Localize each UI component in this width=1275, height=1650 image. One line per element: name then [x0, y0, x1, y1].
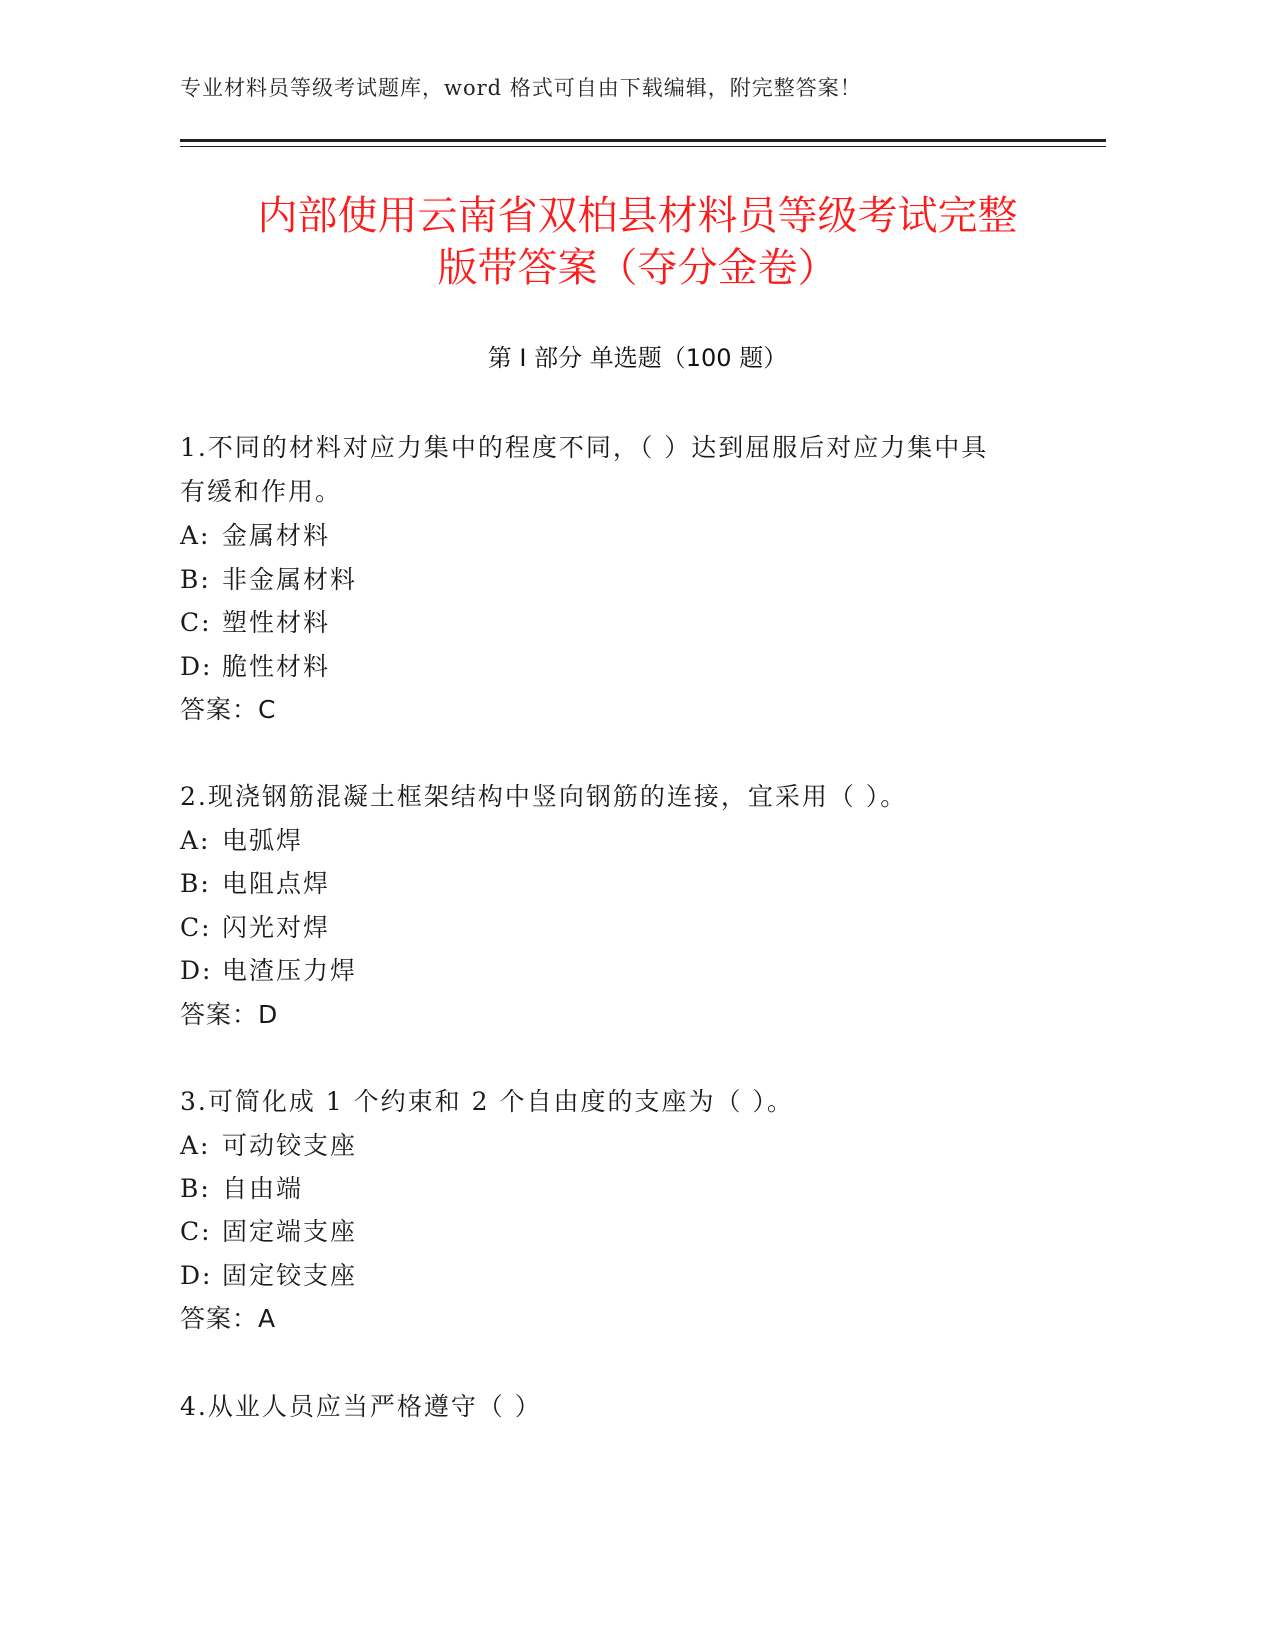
option-letter: B:	[180, 869, 211, 898]
option-letter: C:	[180, 608, 212, 637]
option-text: 金属材料	[222, 521, 331, 550]
question-1-option-d	[180, 647, 330, 683]
option-text: 脆性材料	[222, 652, 331, 681]
question-3-option-d	[180, 1256, 357, 1292]
question-2-answer: 答案：D	[180, 1000, 279, 1029]
option-letter: D:	[180, 956, 213, 985]
option-text: 电弧焊	[222, 826, 304, 855]
question-2-option-d	[180, 951, 357, 987]
option-letter: C:	[180, 913, 212, 942]
question-2-option-b	[180, 864, 330, 900]
header-rule-thick	[180, 139, 1106, 142]
option-text: 自由端	[222, 1174, 304, 1203]
question-3-answer: 答案：A	[180, 1304, 277, 1333]
option-letter: A:	[180, 1131, 211, 1160]
header-rule-thin	[180, 146, 1106, 147]
option-text: 非金属材料	[222, 565, 358, 594]
option-letter: B:	[180, 1174, 211, 1203]
section-heading: 第 I 部分 单选题（100 题）	[487, 344, 788, 372]
option-letter: C:	[180, 1217, 212, 1246]
question-1-answer: 答案：C	[180, 695, 277, 724]
question-3-option-b	[180, 1169, 303, 1205]
question-3-stem: 3.可简化成 1 个约束和 2 个自由度的支座为（ ）。	[180, 1087, 794, 1116]
question-3-option-a	[180, 1126, 357, 1162]
option-text: 电渣压力焊	[222, 956, 358, 985]
option-letter: B:	[180, 565, 211, 594]
question-1-option-a	[180, 516, 330, 552]
question-2-option-c	[180, 908, 330, 944]
option-text: 固定铰支座	[222, 1261, 358, 1290]
question-2-option-a	[180, 821, 303, 857]
option-letter: D:	[180, 1261, 213, 1290]
question-3-option-c	[180, 1212, 357, 1248]
question-2-stem: 2.现浇钢筋混凝土框架结构中竖向钢筋的连接，宜采用（ ）。	[180, 782, 908, 811]
document-title-line-2: 版带答案（夺分金卷）	[437, 245, 838, 291]
document-title-line-1: 内部使用云南省双柏县材料员等级考试完整	[257, 193, 1018, 239]
question-1-option-b	[180, 560, 357, 596]
question-4-stem: 4.从业人员应当严格遵守（ ）	[180, 1392, 542, 1421]
question-1-option-c	[180, 603, 330, 639]
option-text: 闪光对焊	[222, 913, 331, 942]
header-note: 专业材料员等级考试题库，word 格式可自由下载编辑，附完整答案！	[180, 76, 862, 100]
option-letter: D:	[180, 652, 213, 681]
question-1-stem-line-2: 有缓和作用。	[180, 477, 343, 506]
option-letter: A:	[180, 521, 211, 550]
option-text: 可动铰支座	[222, 1131, 358, 1160]
option-text: 塑性材料	[222, 608, 331, 637]
option-letter: A:	[180, 826, 211, 855]
option-text: 固定端支座	[222, 1217, 358, 1246]
question-1-stem-line-1: 1.不同的材料对应力集中的程度不同，（ ）达到屈服后对应力集中具	[180, 433, 989, 462]
option-text: 电阻点焊	[222, 869, 331, 898]
